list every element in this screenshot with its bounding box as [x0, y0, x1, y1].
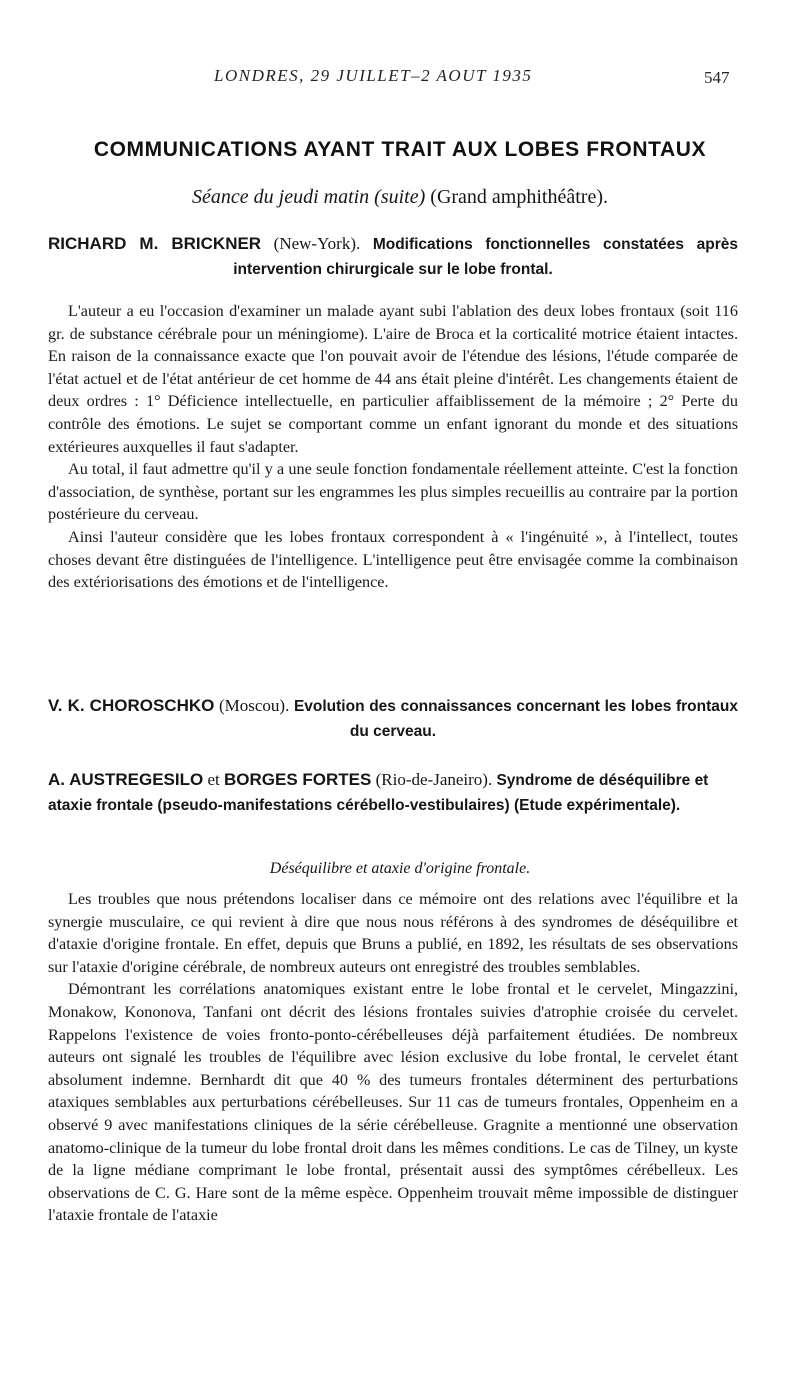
article-body-austregesilo: [48, 888, 738, 1227]
article-affiliation: (New-York).: [261, 234, 373, 253]
article-author-2: BORGES FORTES: [224, 770, 372, 789]
session-location: (Grand amphithéâtre).: [425, 186, 608, 208]
paragraph: L'auteur a eu l'occasion d'examiner un malade ayant subi l'ablation des deux lobes frontaux (soit 116 gr. de substance cérébrale pour un méningiome). L'aire de Broca et la corticalité motrice étaient intactes. En raison de la connaissance exacte que l'on pouvait avoir de l'étendue des lésions, l'étude comparée de l'état actuel et de l'état antérieur de cet homme de 44 ans était pleine d'intérêt. Les changements étaient de deux ordres : 1° Déficience intellectuelle, en particulier affaiblissement de la mémoire ; 2° Perte du contrôle des émotions. Le sujet se comportant comme un enfant ignorant du monde et des situations extérieures auxquelles il faut s'adapter.: [48, 302, 738, 456]
article-title: Syndrome de déséquilibre et ataxie frontale (pseudo-manifestations cérébello-vestibulaires) (Etude expérimentale).: [48, 772, 709, 814]
article-connector: et: [203, 770, 224, 789]
article-affiliation: (Moscou).: [214, 696, 294, 715]
article-author: RICHARD M. BRICKNER: [48, 234, 262, 253]
article-header-brickner: [48, 232, 738, 282]
session-italic: Séance du jeudi matin (suite): [192, 186, 426, 208]
article-author: A. AUSTREGESILO: [48, 770, 204, 789]
running-head: [0, 66, 800, 90]
paragraph: Les troubles que nous prétendons localiser dans ce mémoire ont des relations avec l'équilibre et la synergie musculaire, ce qui revient à dire que nous nous référons à des syndromes de déséquilibre et d'ataxie d'origine frontale. En effet, depuis que Bruns a publié, en 1892, les résultats de ses observations sur l'ataxie d'origine cérébrale, de nombreux auteurs ont enregistré des troubles semblables.: [48, 890, 738, 976]
session-line: [60, 186, 740, 209]
article-author: V. K. CHOROSCHKO: [48, 696, 215, 715]
running-title: LONDRES, 29 JUILLET–2 AOUT 1935: [214, 66, 533, 85]
paragraph: Ainsi l'auteur considère que les lobes frontaux correspondent à « l'ingénuité », à l'intellect, toutes choses devant être distinguées de l'intelligence. L'intelligence peut être envisagée comme la combinaison des extériorisations des émotions et de l'intelligence.: [48, 527, 738, 592]
paragraph: Démontrant les corrélations anatomiques existant entre le lobe frontal et le cervelet, Mingazzini, Monakow, Kononova, Tanfani ont décrit des lésions frontales suivies d'atrophie croisée du cervelet. Rappelons l'existence de voies fronto-ponto-cérébelleuses déjà parfaitement étudiées. De nombreux auteurs ont signalé les troubles de l'équilibre avec lésion exclusive du lobe frontal, le cervelet étant absolument indemne. Bernhardt dit que 40 % des tumeurs frontales déterminent des perturbations ataxiques semblables aux perturbations cérébelleuses. Sur 11 cas de tumeurs frontales, Oppenheim en a observé 9 avec manifestations cliniques de la série cérébelleuse. Gragnite a mentionné une observation anatomo-clinique de la tumeur du lobe frontal droit dans les mêmes conditions. Le cas de Tilney, un kyste de la ligne médiane comprimant le lobe frontal, présentait aussi des symptômes cérébelleux. Les observations de C. G. Hare sont de la même espèce. Oppenheim trouvait même impossible de distinguer l'ataxie frontale de l'ataxie: [48, 980, 738, 1225]
paragraph: Au total, il faut admettre qu'il y a une seule fonction fondamentale réellement atteinte. C'est la fonction d'association, de synthèse, portant sur les engrammes les plus simples recueillis au contraire par la portion postérieure du cerveau.: [48, 460, 738, 524]
article-affiliation: (Rio-de-Janeiro).: [371, 770, 497, 789]
article-title: Modifications fonctionnelles constatées après intervention chirurgicale sur le lobe frontal.: [233, 236, 738, 278]
article-header-choroschko: [48, 694, 738, 744]
page-number: 547: [704, 68, 730, 87]
article-title: Evolution des connaissances concernant les lobes frontaux du cerveau.: [293, 698, 738, 740]
article-header-austregesilo: [48, 768, 738, 818]
section-title: COMMUNICATIONS AYANT TRAIT AUX LOBES FRONTAUX: [93, 138, 707, 161]
article-body-brickner: [48, 300, 738, 594]
article-subheading: Déséquilibre et ataxie d'origine frontale.: [269, 860, 531, 877]
